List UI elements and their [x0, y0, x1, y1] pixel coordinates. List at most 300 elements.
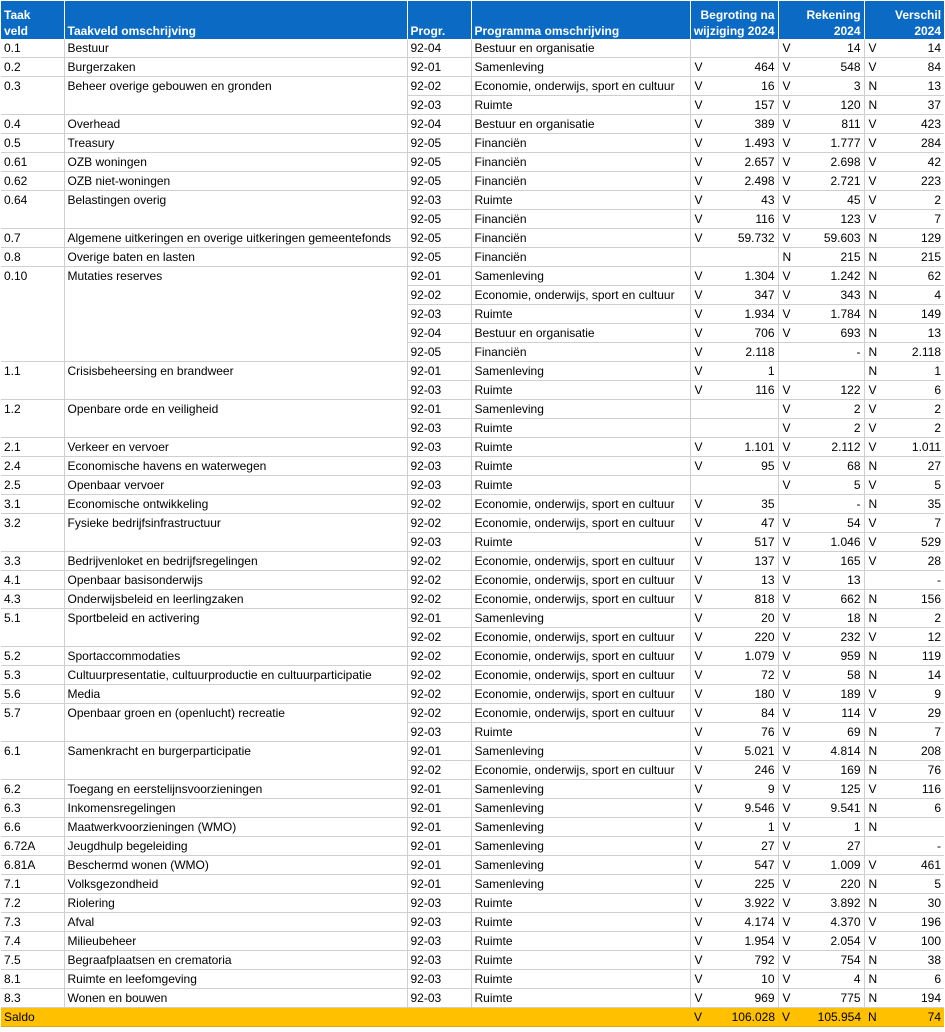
cell-omschrijving[interactable]	[64, 96, 407, 115]
cell-programma[interactable]: Financiën	[471, 153, 690, 172]
cell-begroting-flag[interactable]: V	[690, 115, 706, 134]
cell-omschrijving[interactable]: Treasury	[64, 134, 407, 153]
cell-omschrijving[interactable]: Beschermd wonen (WMO)	[64, 856, 407, 875]
cell-progr[interactable]: 92-02	[407, 647, 471, 666]
cell-begroting-flag[interactable]: V	[690, 761, 706, 780]
cell-rekening-flag[interactable]: V	[778, 438, 793, 457]
cell-progr[interactable]: 92-01	[407, 362, 471, 381]
cell-begroting-flag[interactable]: V	[690, 438, 706, 457]
cell-rekening[interactable]: 165	[793, 552, 864, 571]
cell-programma[interactable]: Samenleving	[471, 362, 690, 381]
cell-taakveld[interactable]: 6.81A	[1, 856, 64, 875]
cell-rekening[interactable]: 4.814	[793, 742, 864, 761]
cell-programma[interactable]: Ruimte	[471, 970, 690, 989]
cell-begroting-flag[interactable]: V	[690, 571, 706, 590]
cell-progr[interactable]: 92-03	[407, 970, 471, 989]
cell-omschrijving[interactable]: Sportbeleid en activering	[64, 609, 407, 628]
cell-rekening-flag[interactable]: V	[778, 685, 793, 704]
cell-taakveld[interactable]: 2.4	[1, 457, 64, 476]
cell-taakveld[interactable]: 0.8	[1, 248, 64, 267]
cell-verschil[interactable]: 30	[879, 894, 944, 913]
cell-verschil[interactable]: 223	[879, 172, 944, 191]
cell-rekening-flag[interactable]: V	[778, 989, 793, 1008]
cell-rekening[interactable]: 1	[793, 818, 864, 837]
cell-verschil[interactable]: 35	[879, 495, 944, 514]
cell-verschil-flag[interactable]: N	[864, 761, 879, 780]
cell-begroting[interactable]: 27	[706, 837, 778, 856]
cell-verschil-flag[interactable]: N	[864, 742, 879, 761]
cell-rekening-flag[interactable]: V	[778, 780, 793, 799]
cell-programma[interactable]: Samenleving	[471, 609, 690, 628]
cell-verschil[interactable]: 116	[879, 780, 944, 799]
cell-rekening-flag[interactable]	[778, 343, 793, 362]
cell-begroting[interactable]: 225	[706, 875, 778, 894]
cell-verschil[interactable]: 119	[879, 647, 944, 666]
cell-begroting[interactable]: 818	[706, 590, 778, 609]
cell-begroting-flag[interactable]: V	[690, 514, 706, 533]
cell-begroting[interactable]: 792	[706, 951, 778, 970]
cell-progr[interactable]: 92-03	[407, 894, 471, 913]
cell-omschrijving[interactable]: Burgerzaken	[64, 58, 407, 77]
cell-begroting-flag[interactable]: V	[690, 362, 706, 381]
cell-taakveld[interactable]	[1, 723, 64, 742]
cell-programma[interactable]: Financiën	[471, 248, 690, 267]
cell-begroting[interactable]: 76	[706, 723, 778, 742]
cell-verschil[interactable]: 1.011	[879, 438, 944, 457]
cell-verschil[interactable]: 5	[879, 875, 944, 894]
cell-programma[interactable]: Ruimte	[471, 476, 690, 495]
saldo-begroting-flag[interactable]: V	[690, 1008, 706, 1027]
cell-taakveld[interactable]: 6.1	[1, 742, 64, 761]
cell-programma[interactable]: Ruimte	[471, 989, 690, 1008]
cell-begroting[interactable]: 969	[706, 989, 778, 1008]
cell-rekening-flag[interactable]: V	[778, 970, 793, 989]
cell-verschil[interactable]: 6	[879, 799, 944, 818]
cell-progr[interactable]: 92-02	[407, 495, 471, 514]
cell-begroting[interactable]: 59.732	[706, 229, 778, 248]
cell-verschil-flag[interactable]: V	[864, 39, 879, 58]
cell-verschil-flag[interactable]: V	[864, 419, 879, 438]
cell-taakveld[interactable]	[1, 533, 64, 552]
cell-verschil[interactable]: 84	[879, 58, 944, 77]
cell-begroting[interactable]: 116	[706, 381, 778, 400]
cell-rekening[interactable]: 14	[793, 39, 864, 58]
cell-programma[interactable]: Economie, onderwijs, sport en cultuur	[471, 704, 690, 723]
cell-programma[interactable]: Economie, onderwijs, sport en cultuur	[471, 571, 690, 590]
cell-programma[interactable]: Samenleving	[471, 837, 690, 856]
cell-taakveld[interactable]: 6.72A	[1, 837, 64, 856]
cell-progr[interactable]: 92-05	[407, 134, 471, 153]
cell-verschil[interactable]: 2	[879, 609, 944, 628]
cell-verschil-flag[interactable]: N	[864, 799, 879, 818]
cell-begroting-flag[interactable]: V	[690, 951, 706, 970]
cell-rekening[interactable]: 1.777	[793, 134, 864, 153]
cell-rekening-flag[interactable]: V	[778, 552, 793, 571]
cell-rekening-flag[interactable]: V	[778, 742, 793, 761]
cell-programma[interactable]: Bestuur en organisatie	[471, 39, 690, 58]
cell-verschil[interactable]: 5	[879, 476, 944, 495]
cell-begroting-flag[interactable]	[690, 419, 706, 438]
cell-taakveld[interactable]: 5.2	[1, 647, 64, 666]
cell-omschrijving[interactable]	[64, 628, 407, 647]
cell-begroting-flag[interactable]: V	[690, 647, 706, 666]
cell-omschrijving[interactable]: Onderwijsbeleid en leerlingzaken	[64, 590, 407, 609]
cell-begroting-flag[interactable]: V	[690, 134, 706, 153]
col-header-rekening[interactable]: Rekening 2024	[778, 1, 864, 39]
cell-begroting-flag[interactable]: V	[690, 818, 706, 837]
cell-taakveld[interactable]: 4.3	[1, 590, 64, 609]
cell-taakveld[interactable]: 0.2	[1, 58, 64, 77]
cell-rekening-flag[interactable]: V	[778, 153, 793, 172]
cell-programma[interactable]: Samenleving	[471, 58, 690, 77]
cell-verschil-flag[interactable]	[864, 571, 879, 590]
cell-rekening[interactable]: -	[793, 495, 864, 514]
cell-rekening[interactable]: 27	[793, 837, 864, 856]
cell-rekening-flag[interactable]: V	[778, 609, 793, 628]
cell-taakveld[interactable]: 8.1	[1, 970, 64, 989]
cell-taakveld[interactable]	[1, 96, 64, 115]
cell-progr[interactable]: 92-03	[407, 438, 471, 457]
cell-rekening[interactable]: 189	[793, 685, 864, 704]
cell-progr[interactable]: 92-02	[407, 514, 471, 533]
cell-omschrijving[interactable]: Media	[64, 685, 407, 704]
cell-verschil-flag[interactable]	[864, 837, 879, 856]
cell-taakveld[interactable]: 0.4	[1, 115, 64, 134]
cell-progr[interactable]: 92-03	[407, 913, 471, 932]
cell-omschrijving[interactable]	[64, 381, 407, 400]
cell-omschrijving[interactable]: Openbaar groen en (openlucht) recreatie	[64, 704, 407, 723]
cell-verschil[interactable]: 28	[879, 552, 944, 571]
cell-programma[interactable]: Bestuur en organisatie	[471, 115, 690, 134]
cell-begroting[interactable]: 1.079	[706, 647, 778, 666]
cell-verschil-flag[interactable]: V	[864, 400, 879, 419]
cell-verschil-flag[interactable]: V	[864, 932, 879, 951]
cell-verschil-flag[interactable]: V	[864, 856, 879, 875]
cell-rekening-flag[interactable]: V	[778, 267, 793, 286]
cell-omschrijving[interactable]: Jeugdhulp begeleiding	[64, 837, 407, 856]
cell-rekening[interactable]: 54	[793, 514, 864, 533]
cell-begroting[interactable]: 72	[706, 666, 778, 685]
cell-rekening[interactable]: 45	[793, 191, 864, 210]
cell-omschrijving[interactable]	[64, 533, 407, 552]
cell-rekening[interactable]: 68	[793, 457, 864, 476]
cell-omschrijving[interactable]: Sportaccommodaties	[64, 647, 407, 666]
cell-rekening-flag[interactable]: V	[778, 191, 793, 210]
cell-omschrijving[interactable]: Openbaar basisonderwijs	[64, 571, 407, 590]
cell-omschrijving[interactable]: Belastingen overig	[64, 191, 407, 210]
cell-verschil[interactable]: 529	[879, 533, 944, 552]
cell-begroting[interactable]: 1.934	[706, 305, 778, 324]
cell-verschil-flag[interactable]: N	[864, 989, 879, 1008]
cell-verschil[interactable]: 208	[879, 742, 944, 761]
cell-taakveld[interactable]: 0.5	[1, 134, 64, 153]
cell-progr[interactable]: 92-03	[407, 476, 471, 495]
cell-taakveld[interactable]	[1, 628, 64, 647]
cell-begroting[interactable]: 2.657	[706, 153, 778, 172]
cell-programma[interactable]: Samenleving	[471, 742, 690, 761]
cell-begroting[interactable]: 547	[706, 856, 778, 875]
cell-begroting-flag[interactable]: V	[690, 780, 706, 799]
cell-rekening-flag[interactable]: V	[778, 324, 793, 343]
col-header-programma[interactable]: Programma omschrijving	[471, 1, 690, 39]
cell-progr[interactable]: 92-01	[407, 742, 471, 761]
cell-verschil-flag[interactable]: V	[864, 115, 879, 134]
cell-begroting[interactable]: 4.174	[706, 913, 778, 932]
cell-verschil-flag[interactable]: N	[864, 267, 879, 286]
cell-taakveld[interactable]	[1, 324, 64, 343]
cell-rekening[interactable]: 123	[793, 210, 864, 229]
cell-rekening[interactable]: 775	[793, 989, 864, 1008]
cell-taakveld[interactable]: 7.2	[1, 894, 64, 913]
cell-rekening[interactable]: 120	[793, 96, 864, 115]
cell-programma[interactable]: Economie, onderwijs, sport en cultuur	[471, 514, 690, 533]
cell-taakveld[interactable]: 0.7	[1, 229, 64, 248]
cell-verschil[interactable]: 27	[879, 457, 944, 476]
cell-rekening[interactable]: 3.892	[793, 894, 864, 913]
cell-begroting-flag[interactable]: V	[690, 533, 706, 552]
cell-taakveld[interactable]: 7.4	[1, 932, 64, 951]
cell-begroting-flag[interactable]: V	[690, 153, 706, 172]
cell-rekening[interactable]: 1.046	[793, 533, 864, 552]
cell-begroting-flag[interactable]: V	[690, 305, 706, 324]
cell-verschil[interactable]: 194	[879, 989, 944, 1008]
cell-begroting[interactable]: 180	[706, 685, 778, 704]
cell-begroting-flag[interactable]: V	[690, 267, 706, 286]
cell-begroting-flag[interactable]: V	[690, 628, 706, 647]
cell-progr[interactable]: 92-01	[407, 875, 471, 894]
cell-verschil[interactable]: 13	[879, 77, 944, 96]
cell-programma[interactable]: Samenleving	[471, 856, 690, 875]
cell-verschil[interactable]: 76	[879, 761, 944, 780]
cell-begroting-flag[interactable]: V	[690, 58, 706, 77]
cell-taakveld[interactable]: 0.3	[1, 77, 64, 96]
cell-progr[interactable]: 92-02	[407, 590, 471, 609]
cell-verschil[interactable]: 29	[879, 704, 944, 723]
cell-verschil[interactable]	[879, 818, 944, 837]
cell-omschrijving[interactable]: Bedrijvenloket en bedrijfsregelingen	[64, 552, 407, 571]
cell-verschil[interactable]: 14	[879, 39, 944, 58]
cell-programma[interactable]: Ruimte	[471, 305, 690, 324]
cell-verschil[interactable]: 2.118	[879, 343, 944, 362]
cell-begroting-flag[interactable]	[690, 476, 706, 495]
cell-begroting-flag[interactable]: V	[690, 856, 706, 875]
cell-rekening-flag[interactable]: V	[778, 571, 793, 590]
cell-begroting[interactable]: 13	[706, 571, 778, 590]
cell-programma[interactable]: Samenleving	[471, 780, 690, 799]
cell-begroting-flag[interactable]: V	[690, 913, 706, 932]
cell-progr[interactable]: 92-02	[407, 77, 471, 96]
cell-verschil-flag[interactable]: V	[864, 210, 879, 229]
cell-begroting[interactable]: 2.498	[706, 172, 778, 191]
cell-begroting-flag[interactable]	[690, 400, 706, 419]
cell-begroting[interactable]: 3.922	[706, 894, 778, 913]
cell-omschrijving[interactable]: Bestuur	[64, 39, 407, 58]
cell-progr[interactable]: 92-02	[407, 286, 471, 305]
cell-omschrijving[interactable]: Milieubeheer	[64, 932, 407, 951]
cell-verschil-flag[interactable]: N	[864, 457, 879, 476]
cell-omschrijving[interactable]: Economische havens en waterwegen	[64, 457, 407, 476]
saldo-verschil-flag[interactable]: N	[864, 1008, 879, 1027]
cell-progr[interactable]: 92-03	[407, 723, 471, 742]
cell-verschil-flag[interactable]: N	[864, 77, 879, 96]
cell-verschil-flag[interactable]: N	[864, 951, 879, 970]
cell-rekening-flag[interactable]: V	[778, 818, 793, 837]
cell-verschil[interactable]: 423	[879, 115, 944, 134]
cell-rekening-flag[interactable]: V	[778, 875, 793, 894]
cell-omschrijving[interactable]	[64, 286, 407, 305]
cell-programma[interactable]: Samenleving	[471, 799, 690, 818]
cell-verschil[interactable]: 215	[879, 248, 944, 267]
cell-rekening-flag[interactable]: V	[778, 115, 793, 134]
cell-rekening[interactable]: 9.541	[793, 799, 864, 818]
cell-verschil[interactable]: -	[879, 837, 944, 856]
cell-begroting[interactable]: 389	[706, 115, 778, 134]
cell-rekening[interactable]: 169	[793, 761, 864, 780]
cell-omschrijving[interactable]: OZB woningen	[64, 153, 407, 172]
cell-rekening[interactable]: 18	[793, 609, 864, 628]
cell-rekening[interactable]: 1.009	[793, 856, 864, 875]
cell-verschil-flag[interactable]: V	[864, 533, 879, 552]
cell-verschil-flag[interactable]: V	[864, 704, 879, 723]
cell-taakveld[interactable]: 1.2	[1, 400, 64, 419]
cell-taakveld[interactable]: 0.64	[1, 191, 64, 210]
cell-omschrijving[interactable]: Beheer overige gebouwen en gronden	[64, 77, 407, 96]
cell-taakveld[interactable]: 6.3	[1, 799, 64, 818]
cell-omschrijving[interactable]: Overhead	[64, 115, 407, 134]
cell-rekening-flag[interactable]: V	[778, 628, 793, 647]
cell-rekening-flag[interactable]: V	[778, 590, 793, 609]
cell-rekening[interactable]: 959	[793, 647, 864, 666]
cell-progr[interactable]: 92-04	[407, 324, 471, 343]
cell-begroting[interactable]: 220	[706, 628, 778, 647]
cell-begroting[interactable]: 706	[706, 324, 778, 343]
cell-rekening[interactable]: 4	[793, 970, 864, 989]
cell-rekening-flag[interactable]	[778, 362, 793, 381]
cell-begroting[interactable]	[706, 400, 778, 419]
cell-omschrijving[interactable]: Volksgezondheid	[64, 875, 407, 894]
cell-progr[interactable]: 92-02	[407, 685, 471, 704]
cell-begroting[interactable]: 1	[706, 362, 778, 381]
cell-omschrijving[interactable]: Afval	[64, 913, 407, 932]
cell-verschil[interactable]: 196	[879, 913, 944, 932]
cell-programma[interactable]: Economie, onderwijs, sport en cultuur	[471, 590, 690, 609]
cell-rekening[interactable]: 693	[793, 324, 864, 343]
cell-programma[interactable]: Ruimte	[471, 381, 690, 400]
cell-programma[interactable]: Ruimte	[471, 96, 690, 115]
cell-programma[interactable]: Financiën	[471, 134, 690, 153]
cell-omschrijving[interactable]: Mutaties reserves	[64, 267, 407, 286]
cell-progr[interactable]: 92-05	[407, 153, 471, 172]
cell-progr[interactable]: 92-03	[407, 457, 471, 476]
cell-progr[interactable]: 92-02	[407, 571, 471, 590]
cell-begroting-flag[interactable]: V	[690, 552, 706, 571]
cell-progr[interactable]: 92-01	[407, 818, 471, 837]
cell-omschrijving[interactable]: Openbare orde en veiligheid	[64, 400, 407, 419]
cell-rekening[interactable]: 114	[793, 704, 864, 723]
cell-begroting-flag[interactable]	[690, 248, 706, 267]
cell-rekening-flag[interactable]: V	[778, 476, 793, 495]
cell-begroting[interactable]: 9.546	[706, 799, 778, 818]
cell-verschil-flag[interactable]: V	[864, 58, 879, 77]
cell-programma[interactable]: Ruimte	[471, 723, 690, 742]
cell-begroting-flag[interactable]: V	[690, 96, 706, 115]
cell-begroting[interactable]: 347	[706, 286, 778, 305]
cell-omschrijving[interactable]: Crisisbeheersing en brandweer	[64, 362, 407, 381]
cell-rekening[interactable]: 58	[793, 666, 864, 685]
cell-verschil-flag[interactable]: V	[864, 381, 879, 400]
cell-rekening[interactable]: 2.112	[793, 438, 864, 457]
cell-taakveld[interactable]	[1, 286, 64, 305]
cell-rekening[interactable]: 2	[793, 400, 864, 419]
cell-rekening-flag[interactable]: V	[778, 913, 793, 932]
cell-rekening[interactable]: 220	[793, 875, 864, 894]
cell-progr[interactable]: 92-02	[407, 666, 471, 685]
cell-progr[interactable]: 92-02	[407, 552, 471, 571]
cell-programma[interactable]: Economie, onderwijs, sport en cultuur	[471, 77, 690, 96]
cell-progr[interactable]: 92-05	[407, 210, 471, 229]
cell-programma[interactable]: Ruimte	[471, 951, 690, 970]
cell-begroting-flag[interactable]: V	[690, 381, 706, 400]
cell-begroting[interactable]: 1.304	[706, 267, 778, 286]
cell-begroting[interactable]: 84	[706, 704, 778, 723]
cell-omschrijving[interactable]	[64, 723, 407, 742]
cell-rekening-flag[interactable]: V	[778, 761, 793, 780]
cell-verschil[interactable]: 284	[879, 134, 944, 153]
cell-rekening-flag[interactable]: V	[778, 723, 793, 742]
cell-verschil-flag[interactable]: V	[864, 628, 879, 647]
cell-begroting-flag[interactable]: V	[690, 324, 706, 343]
cell-taakveld[interactable]: 5.3	[1, 666, 64, 685]
cell-rekening[interactable]: 754	[793, 951, 864, 970]
cell-progr[interactable]: 92-04	[407, 115, 471, 134]
cell-rekening-flag[interactable]: V	[778, 533, 793, 552]
cell-omschrijving[interactable]: Openbaar vervoer	[64, 476, 407, 495]
cell-omschrijving[interactable]: Toegang en eerstelijnsvoorzieningen	[64, 780, 407, 799]
cell-rekening-flag[interactable]: V	[778, 514, 793, 533]
cell-verschil[interactable]: 100	[879, 932, 944, 951]
cell-rekening-flag[interactable]: V	[778, 951, 793, 970]
cell-omschrijving[interactable]: Maatwerkvoorzieningen (WMO)	[64, 818, 407, 837]
cell-verschil-flag[interactable]: N	[864, 590, 879, 609]
cell-begroting[interactable]: 95	[706, 457, 778, 476]
cell-begroting-flag[interactable]: V	[690, 723, 706, 742]
cell-taakveld[interactable]: 7.3	[1, 913, 64, 932]
cell-omschrijving[interactable]: Wonen en bouwen	[64, 989, 407, 1008]
cell-rekening[interactable]: 125	[793, 780, 864, 799]
cell-begroting-flag[interactable]: V	[690, 229, 706, 248]
cell-rekening-flag[interactable]: V	[778, 894, 793, 913]
cell-begroting[interactable]	[706, 476, 778, 495]
cell-verschil-flag[interactable]: V	[864, 913, 879, 932]
cell-programma[interactable]: Ruimte	[471, 438, 690, 457]
cell-verschil[interactable]: 14	[879, 666, 944, 685]
cell-programma[interactable]: Ruimte	[471, 191, 690, 210]
col-header-omschrijving[interactable]: Taakveld omschrijving	[64, 1, 407, 39]
cell-begroting[interactable]: 1.101	[706, 438, 778, 457]
cell-programma[interactable]: Economie, onderwijs, sport en cultuur	[471, 628, 690, 647]
cell-programma[interactable]: Samenleving	[471, 818, 690, 837]
cell-verschil-flag[interactable]: V	[864, 780, 879, 799]
cell-rekening-flag[interactable]: V	[778, 419, 793, 438]
cell-programma[interactable]: Ruimte	[471, 533, 690, 552]
cell-verschil[interactable]: 1	[879, 362, 944, 381]
cell-rekening-flag[interactable]: V	[778, 229, 793, 248]
cell-verschil[interactable]: 129	[879, 229, 944, 248]
cell-rekening-flag[interactable]: V	[778, 172, 793, 191]
cell-programma[interactable]: Economie, onderwijs, sport en cultuur	[471, 666, 690, 685]
cell-begroting-flag[interactable]: V	[690, 837, 706, 856]
cell-programma[interactable]: Ruimte	[471, 913, 690, 932]
